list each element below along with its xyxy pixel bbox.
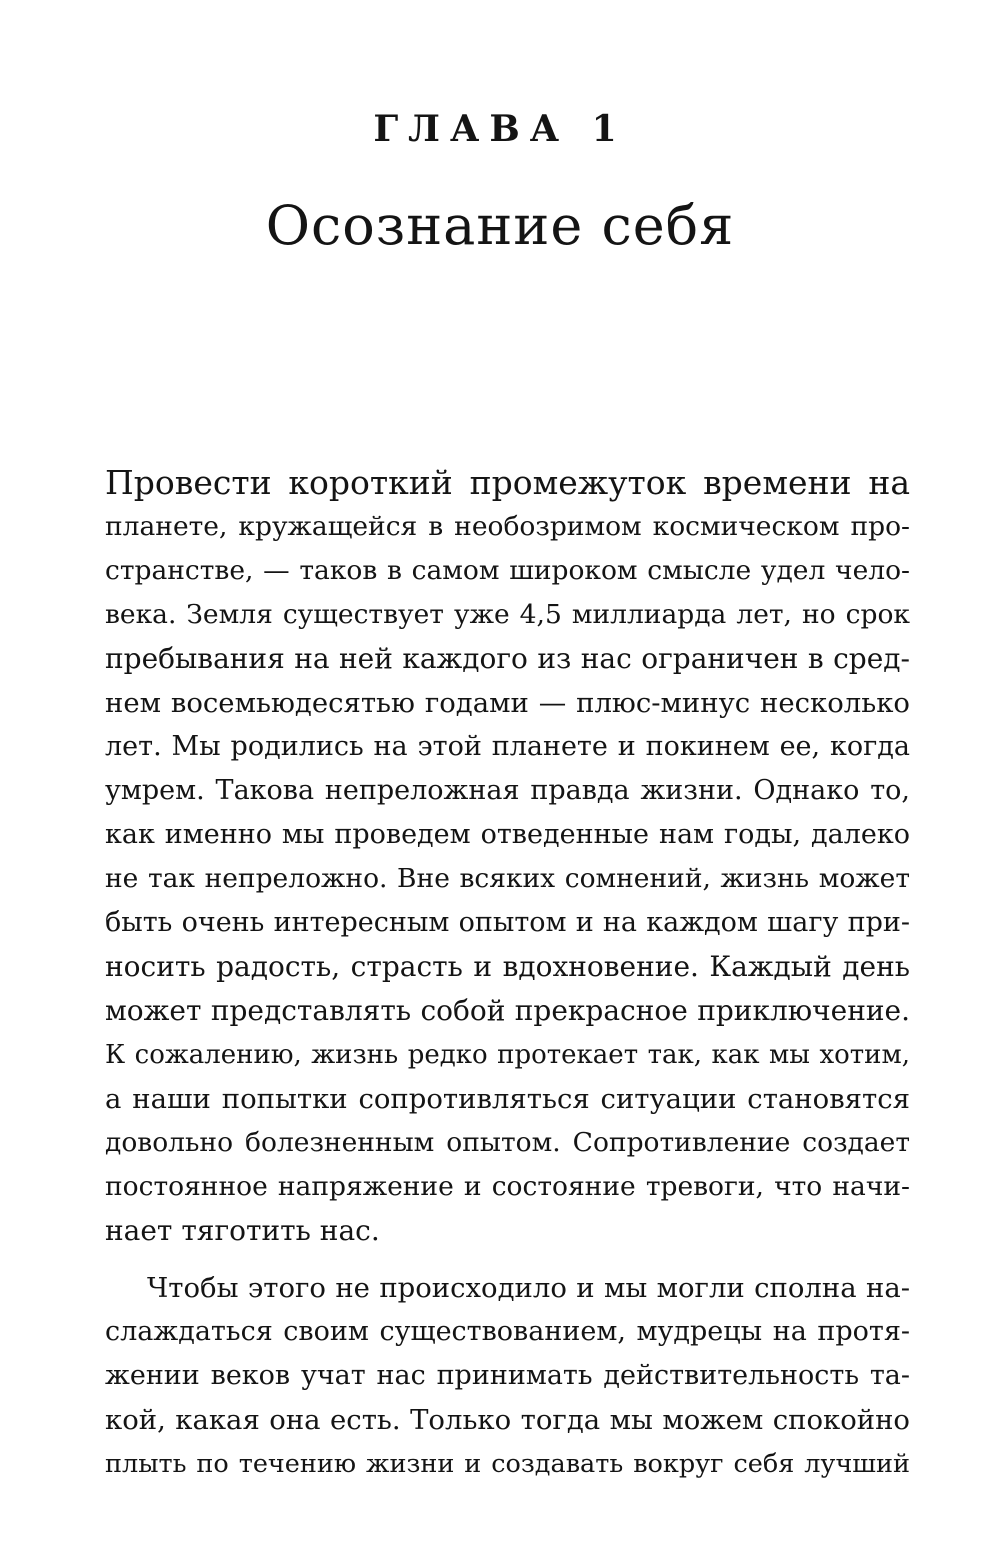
text-line: а наши попытки сопротивляться ситуации становятся [105,1083,910,1115]
text-line: как именно мы проведем отведенные нам годы, далеко [105,819,910,850]
chapter-label: ГЛАВА 1 [373,108,627,150]
paragraph-2 [105,1266,910,1486]
text-line: постоянное напряжение и состояние тревоги, что начи- [105,1171,910,1202]
text-line: кой, какая она есть. Только тогда мы можем спокойно [105,1404,910,1436]
text-line: Провести короткий промежуток времени на [105,463,910,502]
text-line: лет. Мы родились на этой планете и покинем ее, когда [105,731,910,762]
text-line: века. Земля существует уже 4,5 миллиарда лет, но срок [105,599,910,630]
text-line: нает тяготить нас. [105,1214,380,1247]
text-line: умрем. Такова непреложная правда жизни. Однако то, [105,775,910,806]
text-line: пребывания на ней каждого из нас ограничен в сред- [105,642,910,675]
text-line: может представлять собой прекрасное приключение. [105,994,910,1027]
chapter-title: Осознание себя [265,194,735,257]
text-line: носить радость, страсть и вдохновение. Каждый день [105,950,910,983]
text-line: нем восемьюдесятью годами — плюс-минус несколько [105,687,910,719]
paragraph-1 [105,461,910,1253]
text-line: Чтобы этого не происходило и мы могли сполна на- [147,1272,910,1304]
text-line: не так непреложно. Вне всяких сомнений, жизнь может [105,863,910,894]
text-line: странстве, — таков в самом широком смысле удел чело- [105,555,910,586]
text-line: К сожалению, жизнь редко протекает так, как мы хотим, [105,1040,910,1070]
text-line: жении веков учат нас принимать действительность та- [105,1360,910,1391]
text-line: слаждаться своим существованием, мудрецы на протя- [105,1316,910,1347]
text-line: плыть по течению жизни и создавать вокруг себя лучший [105,1449,910,1479]
text-line: быть очень интересным опытом и на каждом шагу при- [105,907,910,938]
text-line: довольно болезненным опытом. Сопротивление создает [105,1127,910,1158]
text-line: планете, кружащейся в необозримом космическом про- [105,511,910,542]
